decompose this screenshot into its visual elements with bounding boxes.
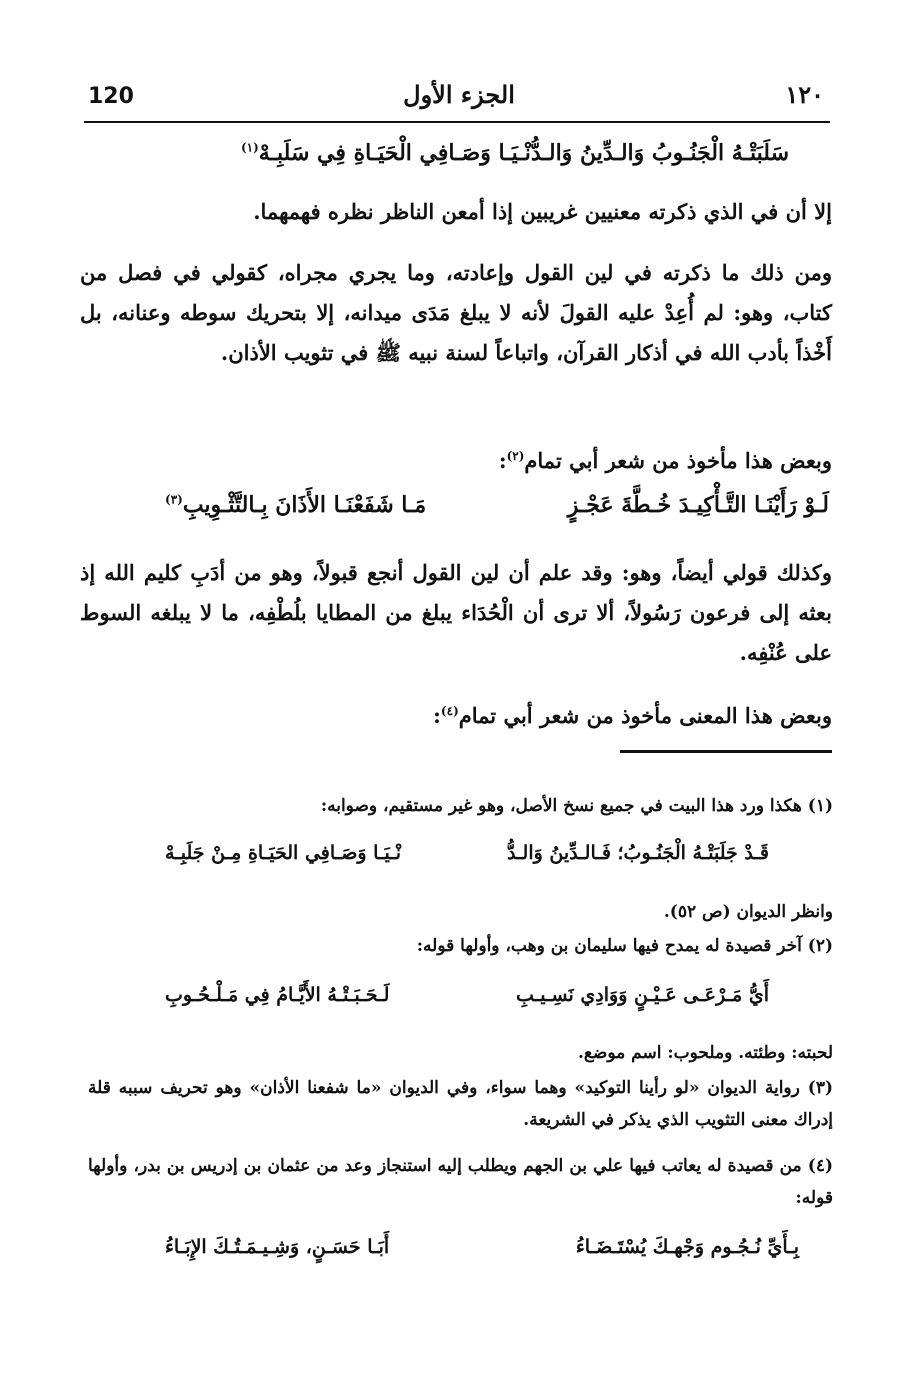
footnote-2-gloss: لحبته: وطئته. وملحوب: اسم موضع. [577,1043,833,1063]
footnote-4-verse-first: بِـأَيِّ نُـجُـوم وَجْهـكَ يُسْتَـضَـاءُ [575,1236,799,1258]
header-rule [84,121,830,123]
footnote-4-verse-second: أَبَـا حَسَـنٍ، وَشِـيـمَـتُـكَ الإِبَـاءُ [165,1236,390,1258]
footnote-1-reference: وانظر الديوان (ص ٥٢). [663,902,833,922]
paragraph-5-colon: : [433,703,441,728]
verse-1-text: سَلَبَتْـهُ الْجَنُـوبُ وَالـدِّينُ وَالـدُّنْـيَـا وَصَـافِي الْحَيَـاةِ فِي سَلَبِـهْ [258,140,789,166]
footnote-ref-1: (١) [240,140,259,155]
footnote-1: (١) هكذا ورد هذا البيت في جميع نسخ الأصل، وهو غير مستقيم، وصوابه: [320,796,833,816]
paragraph-5-text: وبعض هذا المعنى مأخوذ من شعر أبي تمام [458,703,832,728]
running-title: الجزء الأول [403,80,515,109]
footnote-1-verse-second: نْـيَـا وَصَـافِي الحَيَـاةِ مِـنْ جَلَبِـهْ [165,842,402,864]
page-header [88,80,830,118]
page-number-latin: 120 [88,84,134,109]
footnote-3: (٣) رواية الديوان «لو رأينا التوكيد» وهما سواء، وفي الديوان «ما شفعنا الأذان» وهو تحريف سببه قلة إدراك معنى التثويب الذي يذكر في الشريعة. [88,1078,833,1130]
paragraph-4-text: وكذلك قولي أيضاً، وهو: وقد علم أن لين القول أنجع قبولاً، وهو من أدَبِ كليم الله إذ بعثه إلى فرعون رَسُولاً، ألا ترى أن الْحُدَاء يبلغ من المطايا بلُطْفِه، ما لا يبلغه السوط على عُنْفِه. [80,560,832,665]
footnote-ref-2: (٢) [506,449,525,463]
paragraph-2-text: ومن ذلك ما ذكرته في لين القول وإعادته، وما يجري مجراه، كقولي في فصل من كتاب، وهو: لم أُعِدْ عليه القولَ لأنه لا يبلغ مَدَى ميدانه، إلا بتحريك سوطه وعنانه، بل أَخْذاً بأدب الله في أذكار القرآن، واتباعاً لسنة نبيه ﷺ في تثويب الأذان. [80,260,832,365]
footnote-1-verse-first: قَـدْ جَلَبَتْـهُ الْجَنُـوبُ؛ فَـالـدِّينُ وَالـدُّ [506,842,769,864]
footnote-2-verse-second: لَـحَـبَـتْـهُ الأَيَّـامُ فِي مَـلْـحُـوبِ [165,984,390,1006]
footnote-ref-4: (٤) [440,704,459,718]
footnote-2: (٢) آخر قصيدة له يمدح فيها سليمان بن وهب، وأولها قوله: [416,936,833,956]
verse-1 [241,140,789,166]
paragraph-3-colon: : [498,448,507,473]
footnote-ref-3: (٣) [165,492,183,507]
verse-2-second-text: مَـا شَفَعْنَـا الأَذَانَ بِـالتَّثْـوِيبِ [182,492,427,518]
paragraph-4 [80,553,832,673]
footnote-4: (٤) من قصيدة له يعاتب فيها علي بن الجهم ويطلب إليه استنجاز وعد من عثمان بن إدريس بن بدر، وأولها قوله: [88,1156,833,1208]
paragraph-2 [80,253,832,373]
paragraph-3-text: وبعض هذا مأخوذ من شعر أبي تمام [524,448,832,473]
verse-2-second-hemistich [165,492,426,518]
paragraph-3 [80,437,832,480]
paragraph-5 [80,692,832,735]
paragraph-1-text: إلا أن في الذي ذكرته معنيين غريبين إذا أمعن الناظر نظره فهمهما. [253,199,832,224]
verse-2-first-hemistich: لَـوْ رَأَيْنَـا التَّـأْكِيـدَ خُـطَّةَ عَجْـزٍ [567,492,829,518]
footnote-separator [620,750,832,753]
page-number-arabic: ١٢٠ [785,80,824,109]
footnote-2-verse-first: أَيُّ مَـرْعَـى عَـيْـنٍ وَوَادِي نَسِـيـبِ [516,984,769,1006]
paragraph-1 [80,193,832,231]
